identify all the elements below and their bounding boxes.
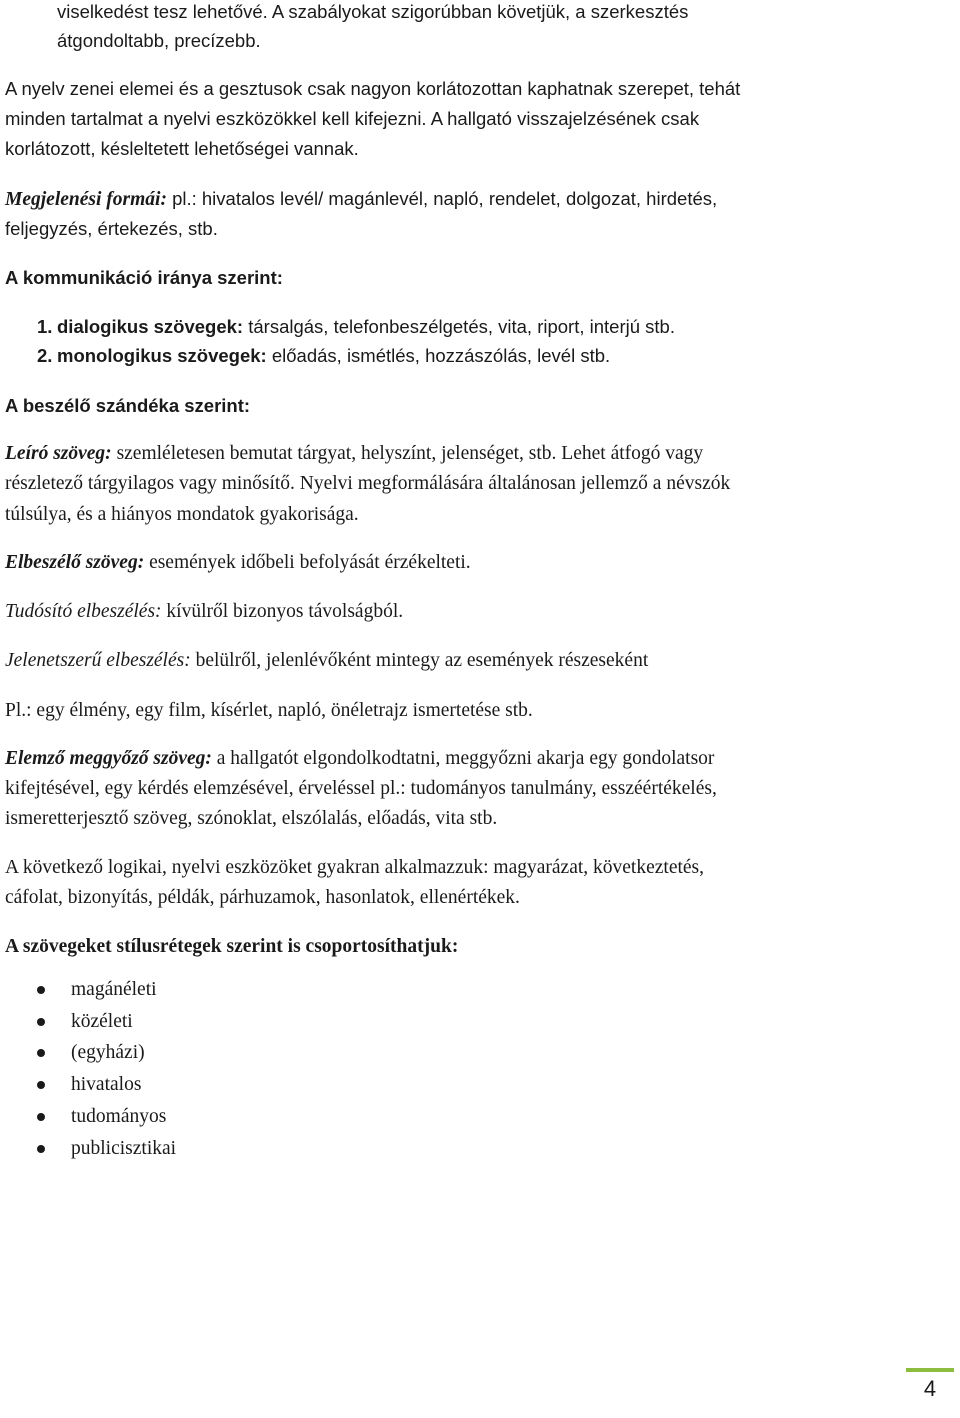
list-item [37,315,675,339]
text-line [5,747,714,771]
bullet-icon [37,1113,45,1121]
text-line: átgondoltabb, precízebb. [57,30,261,51]
bullet-icon [37,1081,45,1089]
text-line: ismeretterjesztő szöveg, szónoklat, elszólalás, előadás, vita stb. [5,808,498,829]
text-line: részletező tárgyilagos vagy minősítő. Nyelvi megformálására általánosan jellemző a névszók [5,473,731,494]
text-line: kifejtésével, egy kérdés elemzésével, érveléssel pl.: tudományos tanulmány, esszéértékelés, [5,778,717,799]
term-label: Leíró szöveg: [5,443,112,464]
text-line: korlátozott, késleltetett lehetőségei vannak. [5,138,359,159]
term-label: Jelenetszerű elbeszélés: [5,650,191,671]
list-item: (egyházi) [71,1042,145,1063]
text-span: szemléletesen bemutat tárgyat, helyszínt, jelenséget, stb. Lehet átfogó vagy [111,443,704,464]
list-item: hivatalos [71,1074,142,1095]
list-number: 2. [37,345,53,366]
text-span: pl.: hivatalos levél/ magánlevél, napló, rendelet, dolgozat, hirdetés, [166,188,718,209]
bullet-icon [37,1145,45,1153]
text-span: a hallgatót elgondolkodtatni, meggyőzni akarja egy gondolatsor [211,748,715,769]
text-span: előadás, ismétlés, hozzászólás, levél stb. [266,345,611,366]
list-item: közéleti [71,1011,133,1032]
term-label: Megjelenési formái: [5,189,167,210]
page-number: 4 [923,1376,937,1401]
text-span: társalgás, telefonbeszélgetés, vita, riport, interjú stb. [243,316,675,337]
list-item: magánéleti [71,979,157,1000]
term-label: Elemző meggyőző szöveg: [5,748,212,769]
term-label: Elbeszélő szöveg: [5,552,145,573]
section-heading: A beszélő szándéka szerint: [5,395,251,416]
text-line: feljegyzés, értekezés, stb. [5,218,218,239]
text-line [5,649,648,673]
text-line: túlsúlya, és a hiányos mondatok gyakorisága. [5,504,359,525]
list-item: publicisztikai [71,1138,177,1159]
text-line [5,442,703,466]
text-line: A nyelv zenei elemei és a gesztusok csak nagyon korlátozottan kaphatnak szerepet, tehát [5,78,741,99]
term-label: monologikus szövegek: [57,345,267,366]
list-number: 1. [37,316,53,337]
bullet-icon [37,1049,45,1057]
text-line [5,187,717,212]
text-span: események időbeli befolyását érzékelteti. [144,552,471,573]
term-label: dialogikus szövegek: [57,316,244,337]
page-number-bar [906,1368,954,1372]
text-line: Pl.: egy élmény, egy film, kísérlet, napló, önéletrajz ismertetése stb. [5,700,533,721]
term-label: Tudósító elbeszélés: [5,601,162,622]
section-heading: A kommunikáció iránya szerint: [5,267,283,288]
bullet-icon [37,1018,45,1026]
text-line [5,600,403,624]
text-line [5,551,471,575]
list-item [37,344,611,368]
section-heading: A szövegeket stílusrétegek szerint is csoportosíthatjuk: [5,936,459,957]
text-line: cáfolat, bizonyítás, példák, párhuzamok, hasonlatok, ellenértékek. [5,887,520,908]
text-line: viselkedést tesz lehetővé. A szabályokat szigorúbban követjük, a szerkesztés [57,1,689,22]
bullet-icon [37,986,45,994]
text-line: minden tartalmat a nyelvi eszközökkel kell kifejezni. A hallgató visszajelzésének csak [5,108,700,129]
text-line: A következő logikai, nyelvi eszközöket gyakran alkalmazzuk: magyarázat, következtetés, [5,857,705,878]
text-span: belülről, jelenlévőként mintegy az események részeseként [190,650,649,671]
text-span: kívülről bizonyos távolságból. [161,601,404,622]
list-item: tudományos [71,1106,167,1127]
